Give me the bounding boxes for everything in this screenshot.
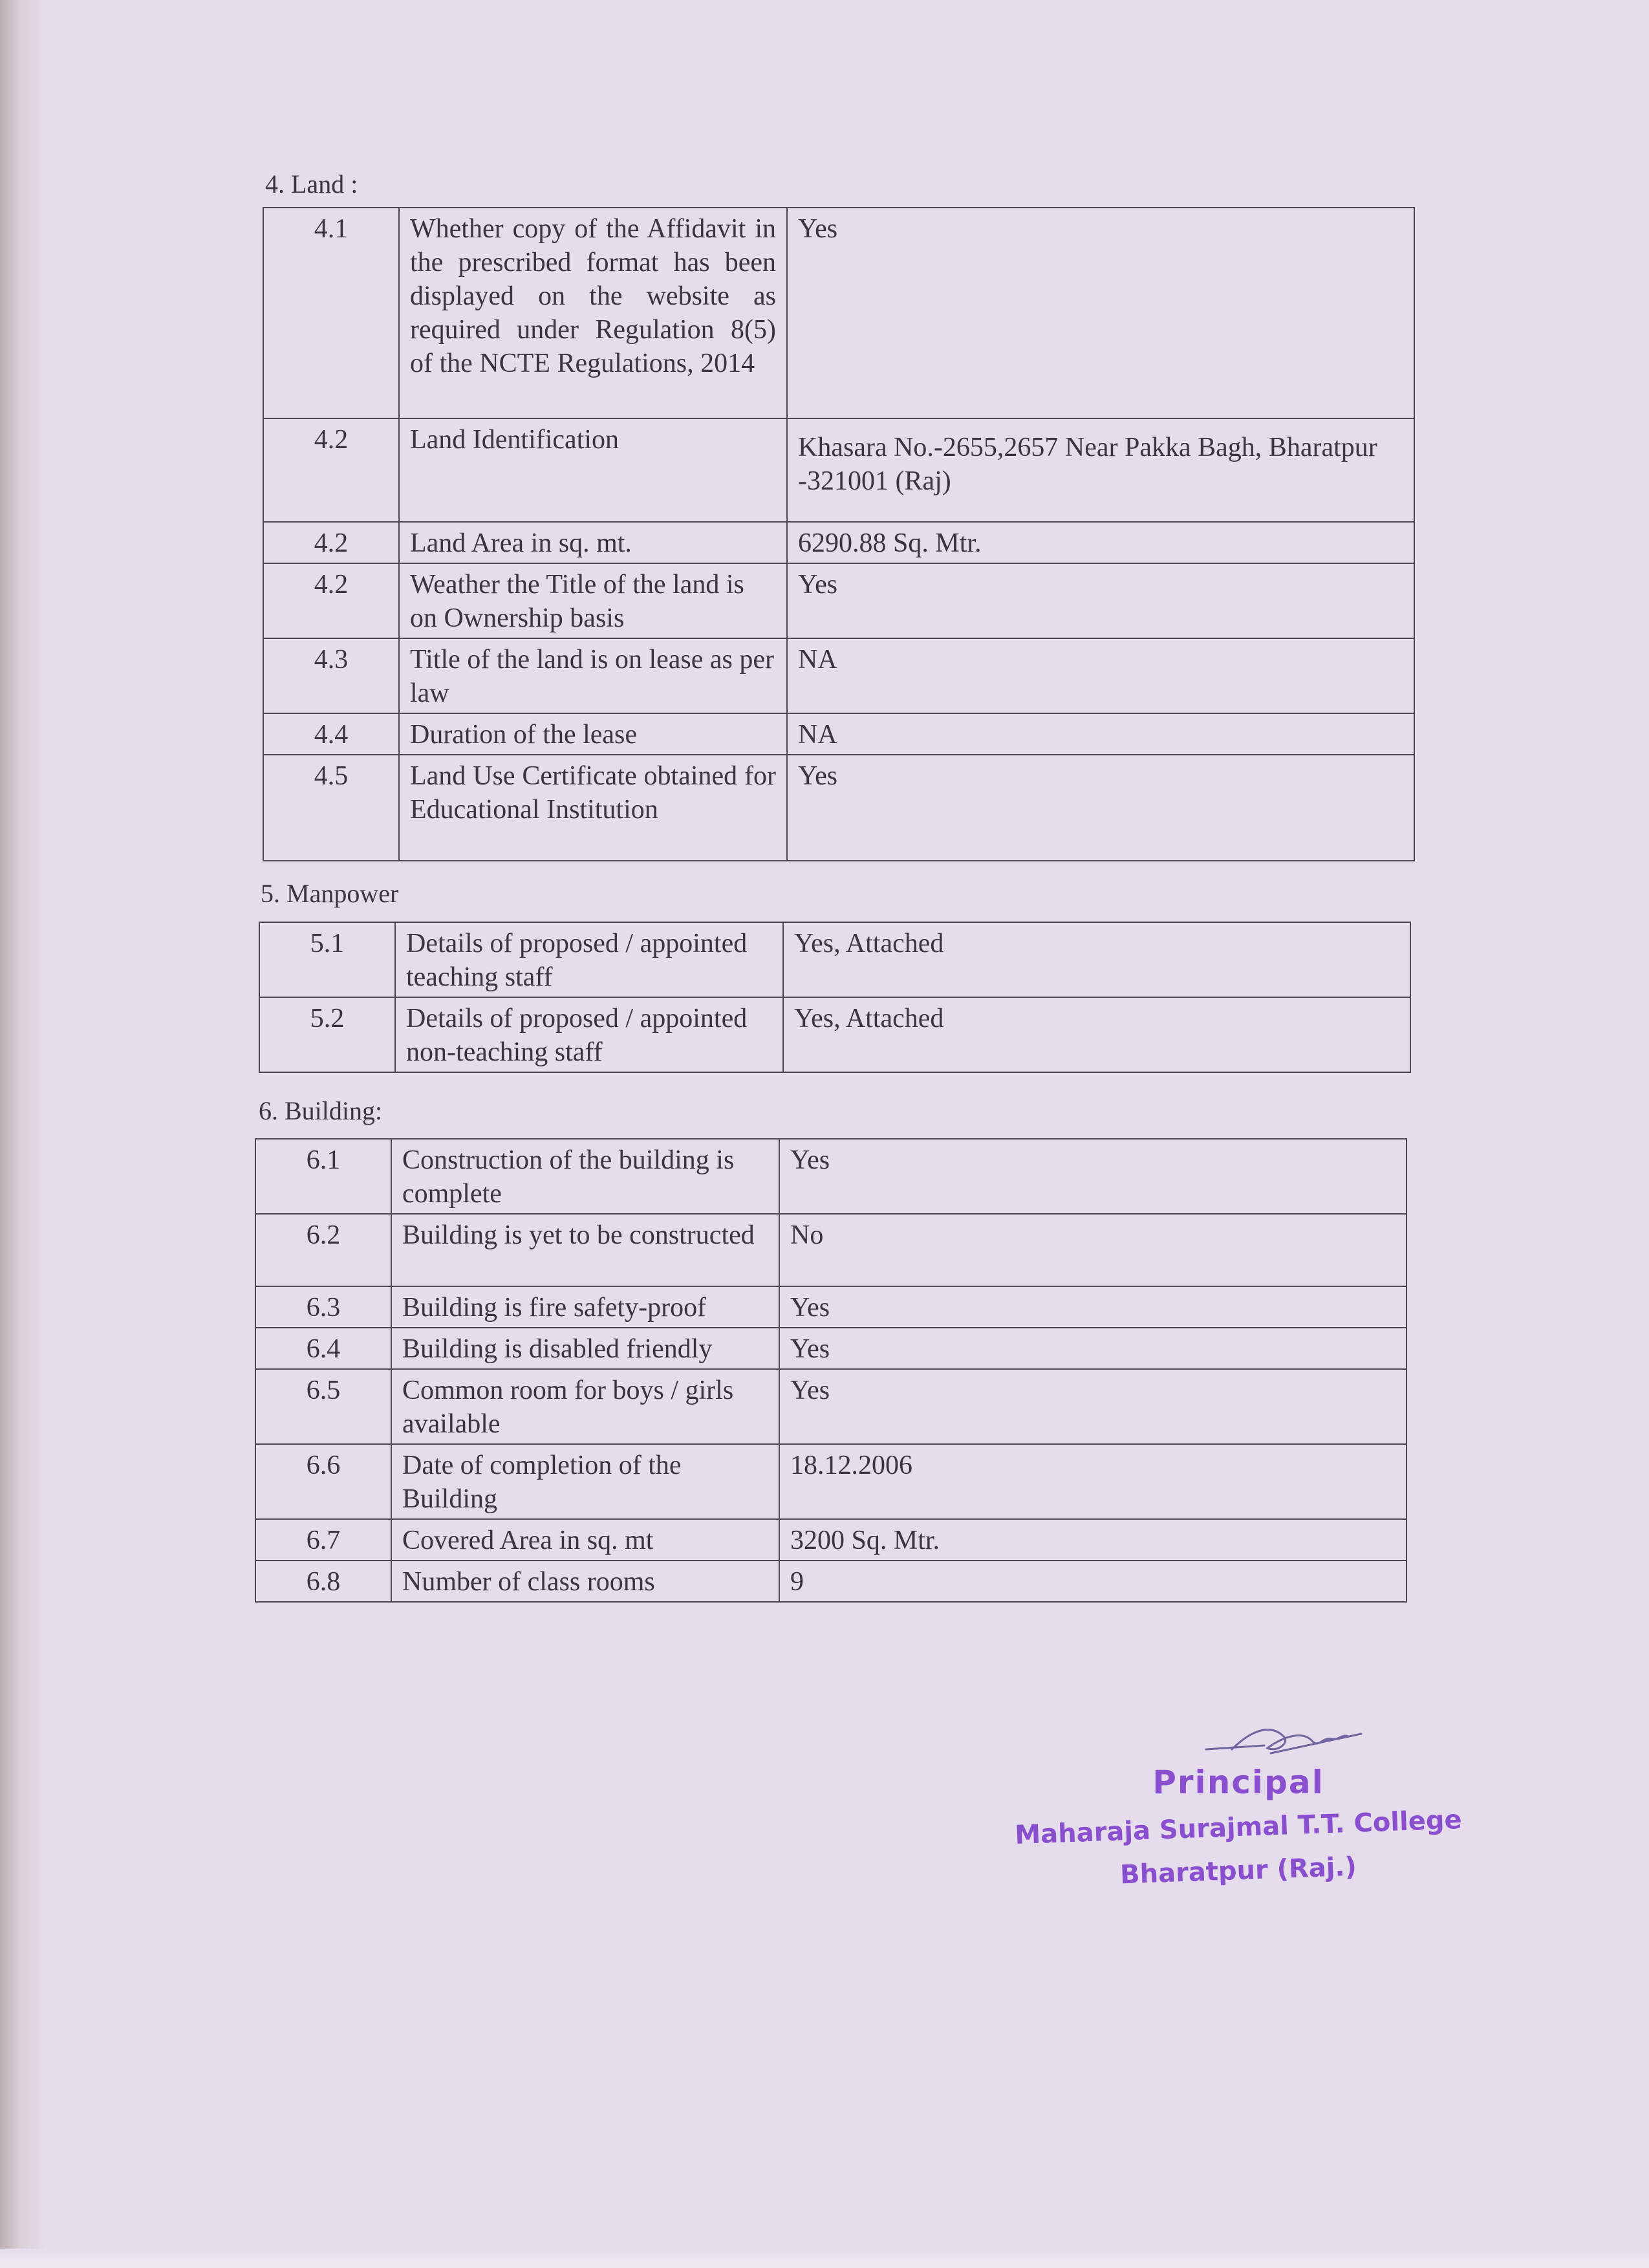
row-label: Common room for boys / girls available: [391, 1369, 779, 1444]
row-label: Details of proposed / appointed non-teaching staff: [395, 997, 783, 1072]
row-number: 6.8: [255, 1561, 391, 1602]
row-label: Date of completion of the Building: [391, 1444, 779, 1519]
row-label: Weather the Title of the land is on Ownership basis: [399, 563, 787, 638]
row-number: 4.2: [263, 563, 399, 638]
row-label: Land Use Certificate obtained for Educational Institution: [399, 755, 787, 861]
table-row: [263, 208, 1414, 418]
row-value: Yes: [779, 1139, 1406, 1214]
row-number: 4.4: [263, 713, 399, 755]
row-label: Building is fire safety-proof: [391, 1286, 779, 1328]
table-row: [255, 1139, 1406, 1214]
section-title-building: 6. Building:: [259, 1096, 383, 1125]
row-value: NA: [787, 713, 1414, 755]
row-value: Yes: [787, 563, 1414, 638]
stamp-title: Principal: [1152, 1764, 1324, 1801]
row-number: 6.5: [255, 1369, 391, 1444]
row-label: Building is yet to be constructed: [391, 1214, 779, 1286]
row-value: Yes: [779, 1369, 1406, 1444]
row-label: Number of class rooms: [391, 1561, 779, 1602]
row-value: Yes: [787, 755, 1414, 861]
table-row: [259, 922, 1410, 997]
principal-stamp: [999, 1717, 1478, 1905]
manpower-table: [259, 922, 1411, 1073]
row-label: Construction of the building is complete: [391, 1139, 779, 1214]
row-value: Yes: [779, 1328, 1406, 1369]
row-value: Yes: [779, 1286, 1406, 1328]
row-value: No: [779, 1214, 1406, 1286]
row-number: 6.1: [255, 1139, 391, 1214]
row-label: Land Identification: [399, 418, 787, 522]
row-number: 6.7: [255, 1519, 391, 1561]
scan-edge-bottom: [0, 2249, 1649, 2268]
row-label: Details of proposed / appointed teaching staff: [395, 922, 783, 997]
table-row: [263, 638, 1414, 713]
row-number: 4.2: [263, 418, 399, 522]
scan-edge-left: [0, 0, 45, 2268]
land-table: [263, 207, 1415, 861]
table-row: [263, 713, 1414, 755]
row-number: 6.2: [255, 1214, 391, 1286]
row-value: 6290.88 Sq. Mtr.: [787, 522, 1414, 563]
row-value: Yes, Attached: [783, 997, 1410, 1072]
row-value: 18.12.2006: [779, 1444, 1406, 1519]
row-label: Building is disabled friendly: [391, 1328, 779, 1369]
table-row: [255, 1369, 1406, 1444]
table-row: [263, 755, 1414, 861]
row-number: 4.2: [263, 522, 399, 563]
row-number: 5.1: [259, 922, 395, 997]
row-number: 4.1: [263, 208, 399, 418]
row-label: Covered Area in sq. mt: [391, 1519, 779, 1561]
row-label: Land Area in sq. mt.: [399, 522, 787, 563]
table-row: [255, 1561, 1406, 1602]
section-title-land: 4. Land :: [265, 169, 358, 199]
table-row: [259, 997, 1410, 1072]
table-row: [255, 1519, 1406, 1561]
row-number: 6.3: [255, 1286, 391, 1328]
row-value: NA: [787, 638, 1414, 713]
row-label: Whether copy of the Affidavit in the prescribed format has been displayed on the website as required under Regulation 8(5) of the NCTE Regulations, 2014: [399, 208, 787, 418]
stamp-city: Bharatpur (Raj.): [1119, 1852, 1357, 1890]
table-row: [255, 1214, 1406, 1286]
row-label: Duration of the lease: [399, 713, 787, 755]
row-number: 6.6: [255, 1444, 391, 1519]
row-value: 3200 Sq. Mtr.: [779, 1519, 1406, 1561]
table-row: [263, 563, 1414, 638]
signature-mark: [1193, 1717, 1374, 1762]
table-row: [255, 1444, 1406, 1519]
table-row: [255, 1328, 1406, 1369]
building-table: [255, 1138, 1407, 1603]
section-title-manpower: 5. Manpower: [261, 879, 399, 908]
row-value: 9: [779, 1561, 1406, 1602]
row-number: 5.2: [259, 997, 395, 1072]
row-number: 4.5: [263, 755, 399, 861]
row-value: Yes: [787, 208, 1414, 418]
row-label: Title of the land is on lease as per law: [399, 638, 787, 713]
table-row: [263, 522, 1414, 563]
stamp-college-name: Maharaja Surajmal T.T. College: [1014, 1804, 1463, 1851]
row-value: Khasara No.-2655,2657 Near Pakka Bagh, Bharatpur -321001 (Raj): [787, 418, 1414, 522]
row-value: Yes, Attached: [783, 922, 1410, 997]
row-number: 4.3: [263, 638, 399, 713]
table-row: [255, 1286, 1406, 1328]
table-row: [263, 418, 1414, 522]
row-number: 6.4: [255, 1328, 391, 1369]
